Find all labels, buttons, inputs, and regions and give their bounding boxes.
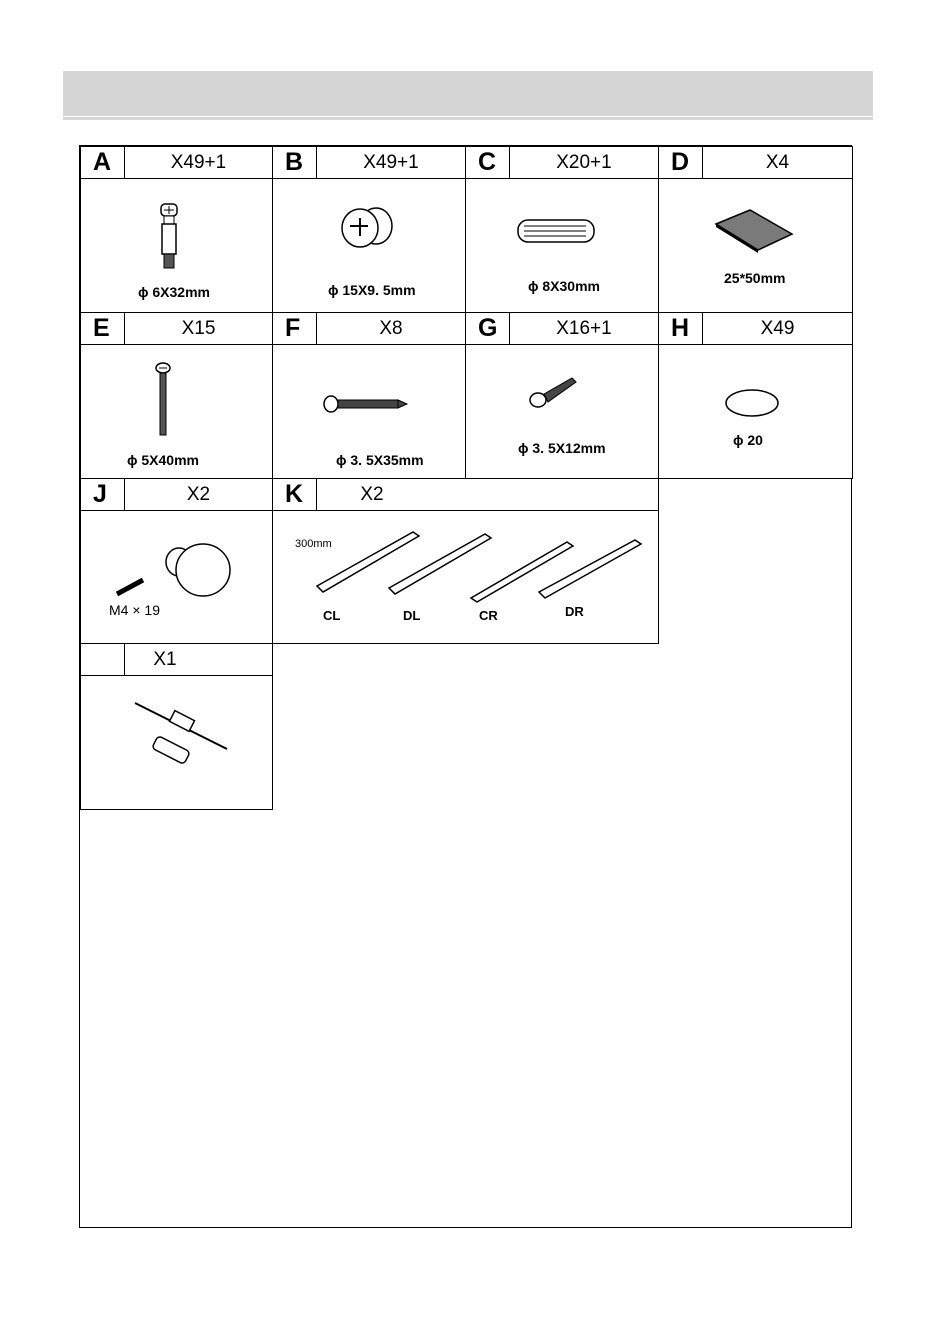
part-quantity: X16+1 [556,318,612,339]
part-spec: ϕ 8X30mm [528,278,600,294]
part-letter: G [466,313,510,344]
part-spec: ϕ 5X40mm [127,452,199,468]
screwdriver-icon [131,697,231,777]
part-quantity: X49 [760,318,795,339]
felt-pad-icon [714,208,794,253]
part-h [658,312,853,479]
part-spec: ϕ 3. 5X35mm [336,452,424,468]
part-quantity: X49+1 [363,152,419,173]
long-screw-icon [323,394,408,414]
header-bar [63,71,873,116]
part-g [465,312,659,479]
part-letter: F [273,313,317,344]
rail-length: 300mm [295,538,332,550]
wood-dowel-icon [516,216,596,246]
part-spec: ϕ 15X9. 5mm [328,282,416,298]
part-letter: D [659,147,703,178]
part-c [465,146,659,313]
part-j [80,478,273,644]
part-quantity: X4 [765,152,790,173]
part-screwdriver [80,643,273,810]
part-quantity: X8 [379,318,403,339]
part-f [272,312,466,479]
part-letter: E [81,313,125,344]
part-quantity: X20+1 [556,152,612,173]
part-e [80,312,273,479]
cam-bolt-icon [151,200,191,270]
rail-label-cl: CL [323,608,341,623]
part-quantity: X49+1 [170,152,227,173]
rail-label-dr: DR [565,604,584,619]
part-a [80,146,273,313]
part-quantity: X2 [360,484,384,505]
part-letter: B [273,147,317,178]
part-spec: ϕ 20 [733,432,763,448]
part-letter: K [273,479,317,510]
drawer-rail-icon [313,528,653,613]
part-letter: C [466,147,510,178]
knob-with-screw-icon [109,540,239,610]
part-letter: H [659,313,703,344]
part-quantity: X2 [186,484,211,505]
part-spec: ϕ 6X32mm [138,284,210,300]
part-spec: M4 × 19 [109,602,160,618]
part-letter: A [81,147,125,178]
part-letter [81,644,125,675]
screw-icon [153,362,173,437]
cam-lock-icon [338,204,398,254]
header-underline [63,117,873,120]
part-quantity: X15 [181,318,216,339]
part-letter: J [81,479,125,510]
part-spec: 25*50mm [724,270,786,286]
part-k [272,478,659,644]
part-b [272,146,466,313]
part-d [658,146,853,313]
rail-label-dl: DL [403,608,421,623]
short-screw-icon [528,372,583,412]
rail-label-cr: CR [479,608,498,623]
part-spec: ϕ 3. 5X12mm [518,440,606,456]
parts-frame [79,145,852,1228]
part-quantity: X1 [153,649,177,670]
round-cap-icon [724,388,780,418]
